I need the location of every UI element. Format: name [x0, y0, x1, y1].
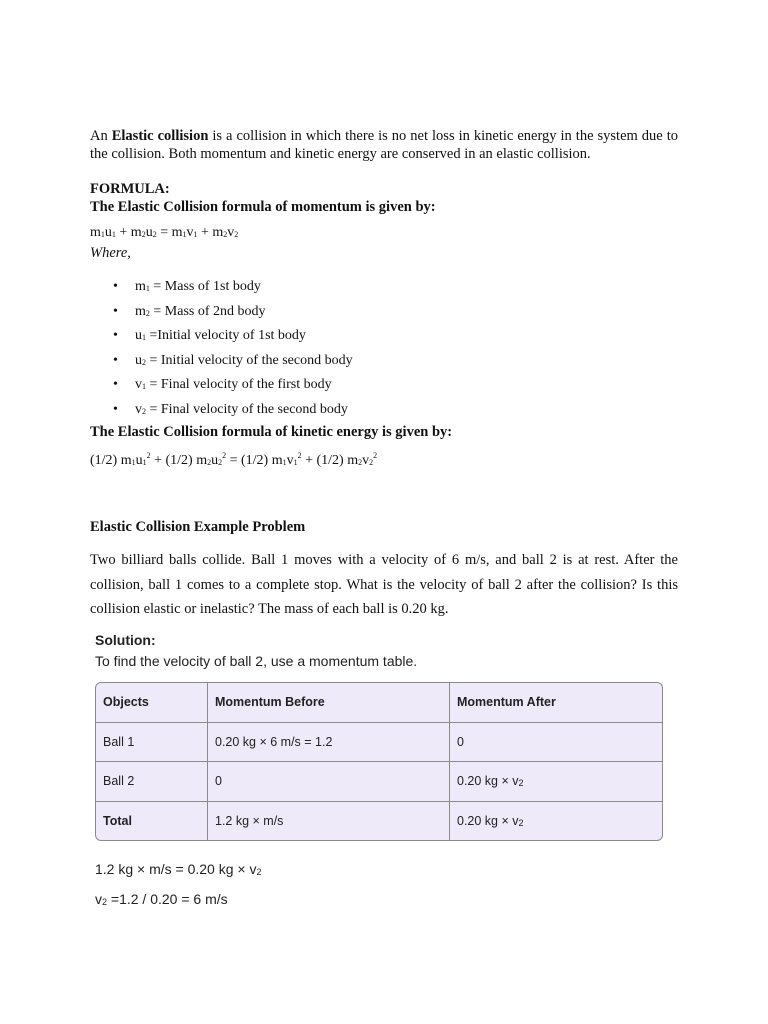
solution-intro: To find the velocity of ball 2, use a momentum table. — [95, 653, 418, 669]
table-cell: Ball 1 — [96, 722, 208, 762]
intro-term: Elastic collision — [111, 128, 209, 144]
momentum-heading: The Elastic Collision formula of momentum is given by: — [90, 199, 436, 215]
list-item: • $v_2$ = Final velocity of the second body — [135, 399, 678, 424]
list-item: • $u_2$ = Initial velocity of the second body — [135, 350, 678, 375]
list-item: • $u_1$ =Initial velocity of 1st body — [135, 325, 678, 350]
intro-rest: is a collision in which there is no net loss in kinetic energy in the system due to the collision. Both momentum and kinetic energy are conserved in an elastic collision. — [90, 128, 678, 162]
solution-equation-2: $v_2 =1.2 / 0.20 = 6$ m/s — [95, 891, 228, 907]
list-item: • $m_2$ = Mass of 2nd body — [135, 301, 678, 326]
list-item: • $v_1$ = Final velocity of the first body — [135, 374, 678, 399]
variable-list — [90, 276, 678, 423]
momentum-equation: $m_1u_1 + m_2u_2 = m_1v_1 + m_2v_2$ — [90, 225, 239, 240]
momentum-table — [95, 682, 663, 841]
table-cell: 1.2 kg × m/s — [208, 801, 450, 840]
solution-equation-1: 1.2 kg × m/s = 0.20 kg × $v_2$ — [95, 861, 262, 877]
table-cell: 0.20 kg × $v_2$ — [450, 762, 663, 802]
table-header-cell: Objects — [96, 683, 208, 722]
table-cell: 0.20 kg × $v_2$ — [457, 813, 524, 828]
ke-heading: The Elastic Collision formula of kinetic energy is given by: — [90, 424, 453, 440]
table-header-cell: Momentum Before — [208, 683, 450, 722]
intro-paragraph — [90, 127, 678, 163]
example-heading: Elastic Collision Example Problem — [90, 519, 306, 535]
table-row — [96, 762, 662, 802]
table-header-row — [96, 683, 662, 722]
table-cell: Ball 2 — [96, 762, 208, 802]
table-row — [96, 722, 662, 762]
table-cell: 0 — [208, 762, 450, 802]
document-body — [90, 127, 678, 622]
list-item: • $m_1$ = Mass of 1st body — [135, 276, 678, 301]
table-row — [96, 801, 662, 840]
table-cell: 0.20 kg × 6 m/s = 1.2 — [208, 722, 450, 762]
where-label: Where, — [90, 245, 131, 261]
solution-title: Solution: — [95, 632, 156, 648]
table-header-cell: Momentum After — [450, 683, 663, 722]
formula-heading: FORMULA: — [90, 181, 170, 197]
ke-equation: (1/2) $m_1u_1^2 + (1/2) m_2u_2^2 = (1/2) m_1v_1^2 + (1/2)$ $m_2v_2^2$ — [90, 451, 378, 468]
table-cell: Total — [96, 801, 208, 840]
table-cell: 0 — [450, 722, 663, 762]
problem-text: Two billiard balls collide. Ball 1 moves with a velocity of 6 m/s, and ball 2 is at rest. After the collision, ball 1 comes to a complete stop. What is the velocity of ball 2 after the collision? Is this collision elastic or inelastic? The mass of each ball is 0.20 kg. — [90, 552, 678, 617]
intro-lead: An — [90, 128, 112, 144]
solution-panel — [95, 630, 675, 907]
